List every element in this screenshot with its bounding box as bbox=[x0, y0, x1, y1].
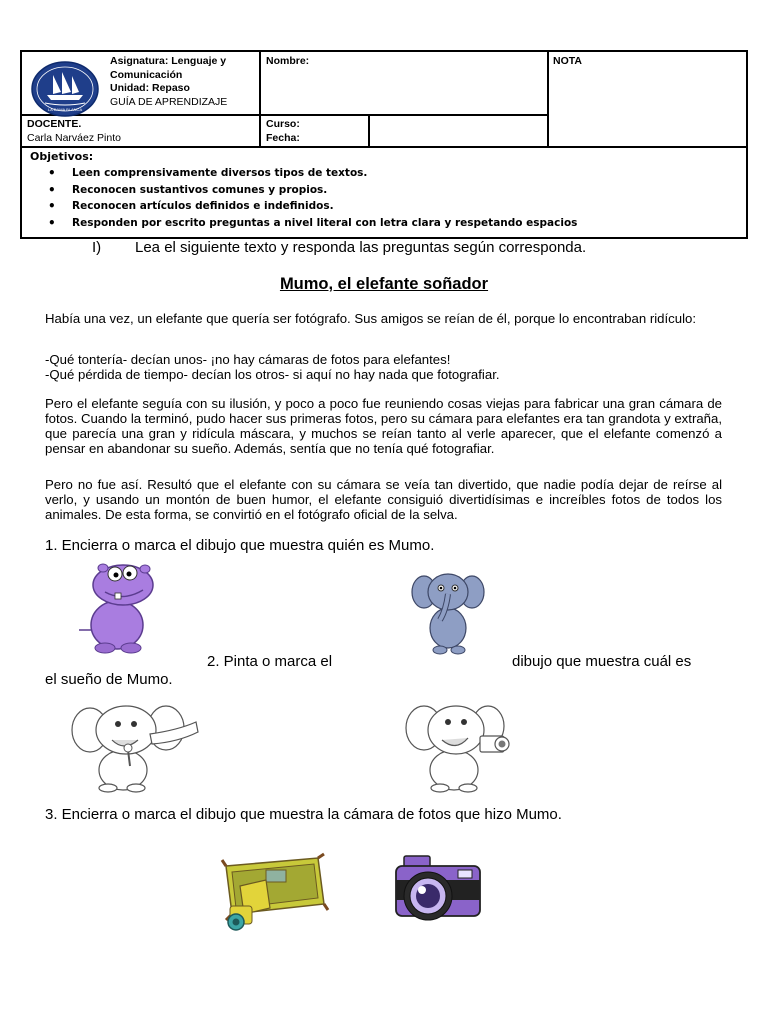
objectives-title: Objetivos: bbox=[30, 150, 94, 163]
name-label: Nombre: bbox=[266, 55, 310, 67]
elephant-drawing[interactable] bbox=[410, 570, 485, 655]
school-logo bbox=[31, 61, 99, 117]
subject-label: Asignatura: Lenguaje y Comunicación bbox=[110, 55, 227, 81]
elephant-photographer-drawing[interactable] bbox=[402, 700, 520, 795]
question-1: 1. Encierra o marca el dibujo que muestra quién es Mumo. bbox=[45, 537, 435, 554]
camera-drawing[interactable] bbox=[392, 852, 484, 924]
header-table bbox=[20, 50, 748, 239]
story-title bbox=[0, 275, 768, 294]
question-2-part-b: dibujo que muestra cuál es bbox=[512, 653, 692, 670]
objective-item: • Reconocen artículos definidos e indefinidos. bbox=[48, 198, 577, 215]
question-3: 3. Encierra o marca el dibujo que muestra la cámara de fotos que hizo Mumo. bbox=[45, 806, 562, 823]
instruction bbox=[92, 239, 586, 256]
question-2-part-c: el sueño de Mumo. bbox=[45, 671, 173, 688]
objective-item: • Responden por escrito preguntas a nivel literal con letra clara y respetando espacios bbox=[48, 215, 577, 232]
story-title-text: Mumo, el elefante soñador bbox=[279, 275, 489, 293]
grade-label: NOTA bbox=[553, 55, 582, 67]
story-paragraph-2: Pero el elefante seguía con su ilusión, y poco a poco fue reuniendo cosas viejas para fabricar una gran cámara de fotos. Cuando la terminó, pudo hacer sus primeras fotos, pero su cámara para elefantes era tan grandota y extraña, que parecía una gran y ridícula máscara, y muchos se reían tanto al verle aparecer, que el elefante comenzó a pensar en abandonar su sueño. Además, sentía que no tenía qué fotografiar. bbox=[45, 396, 722, 456]
story-dialogue-1: -Qué tontería- decían unos- ¡no hay cámaras de fotos para elefantes! bbox=[45, 352, 451, 367]
box-camera-drawing[interactable] bbox=[218, 852, 330, 934]
teacher-name: Carla Narváez Pinto bbox=[27, 132, 121, 144]
subject-block bbox=[110, 55, 250, 109]
instruction-text: Lea el siguiente texto y responda las preguntas según corresponda. bbox=[135, 239, 587, 256]
date-label: Fecha: bbox=[266, 132, 300, 144]
story-paragraph-3: Pero no fue así. Resultó que el elefante con su cámara se veía tan divertido, que nadie podía dejar de reírse al verlo, y usando un montón de buen humor, el elefante consiguió divertidísimas e increíbles fotos de todos los animales. De esta forma, se convirtió en el fotógrafo oficial de la selva. bbox=[45, 477, 722, 522]
objective-item: • Leen comprensivamente diversos tipos de textos. bbox=[48, 165, 577, 182]
hippo-drawing[interactable] bbox=[75, 560, 170, 655]
elephant-singing-drawing[interactable] bbox=[68, 700, 208, 795]
unit-label: Unidad: Repaso bbox=[110, 82, 190, 94]
logo-text: LA DAMA BLANCA bbox=[47, 107, 83, 112]
question-2-part-a: 2. Pinta o marca el bbox=[207, 653, 333, 670]
story-paragraph-1: Había una vez, un elefante que quería ser fotógrafo. Sus amigos se reían de él, porque lo encontraban ridículo: bbox=[45, 311, 697, 326]
story-dialogue-2: -Qué pérdida de tiempo- decían los otros- si aquí no hay nada que fotografiar. bbox=[45, 367, 500, 382]
teacher-label: DOCENTE. bbox=[27, 118, 82, 130]
guide-label: GUÍA DE APRENDIZAJE bbox=[110, 95, 228, 108]
course-label: Curso: bbox=[266, 118, 300, 130]
instruction-number: I) bbox=[92, 239, 102, 256]
objective-item: • Reconocen sustantivos comunes y propios. bbox=[48, 182, 577, 199]
objectives-list bbox=[48, 165, 577, 231]
